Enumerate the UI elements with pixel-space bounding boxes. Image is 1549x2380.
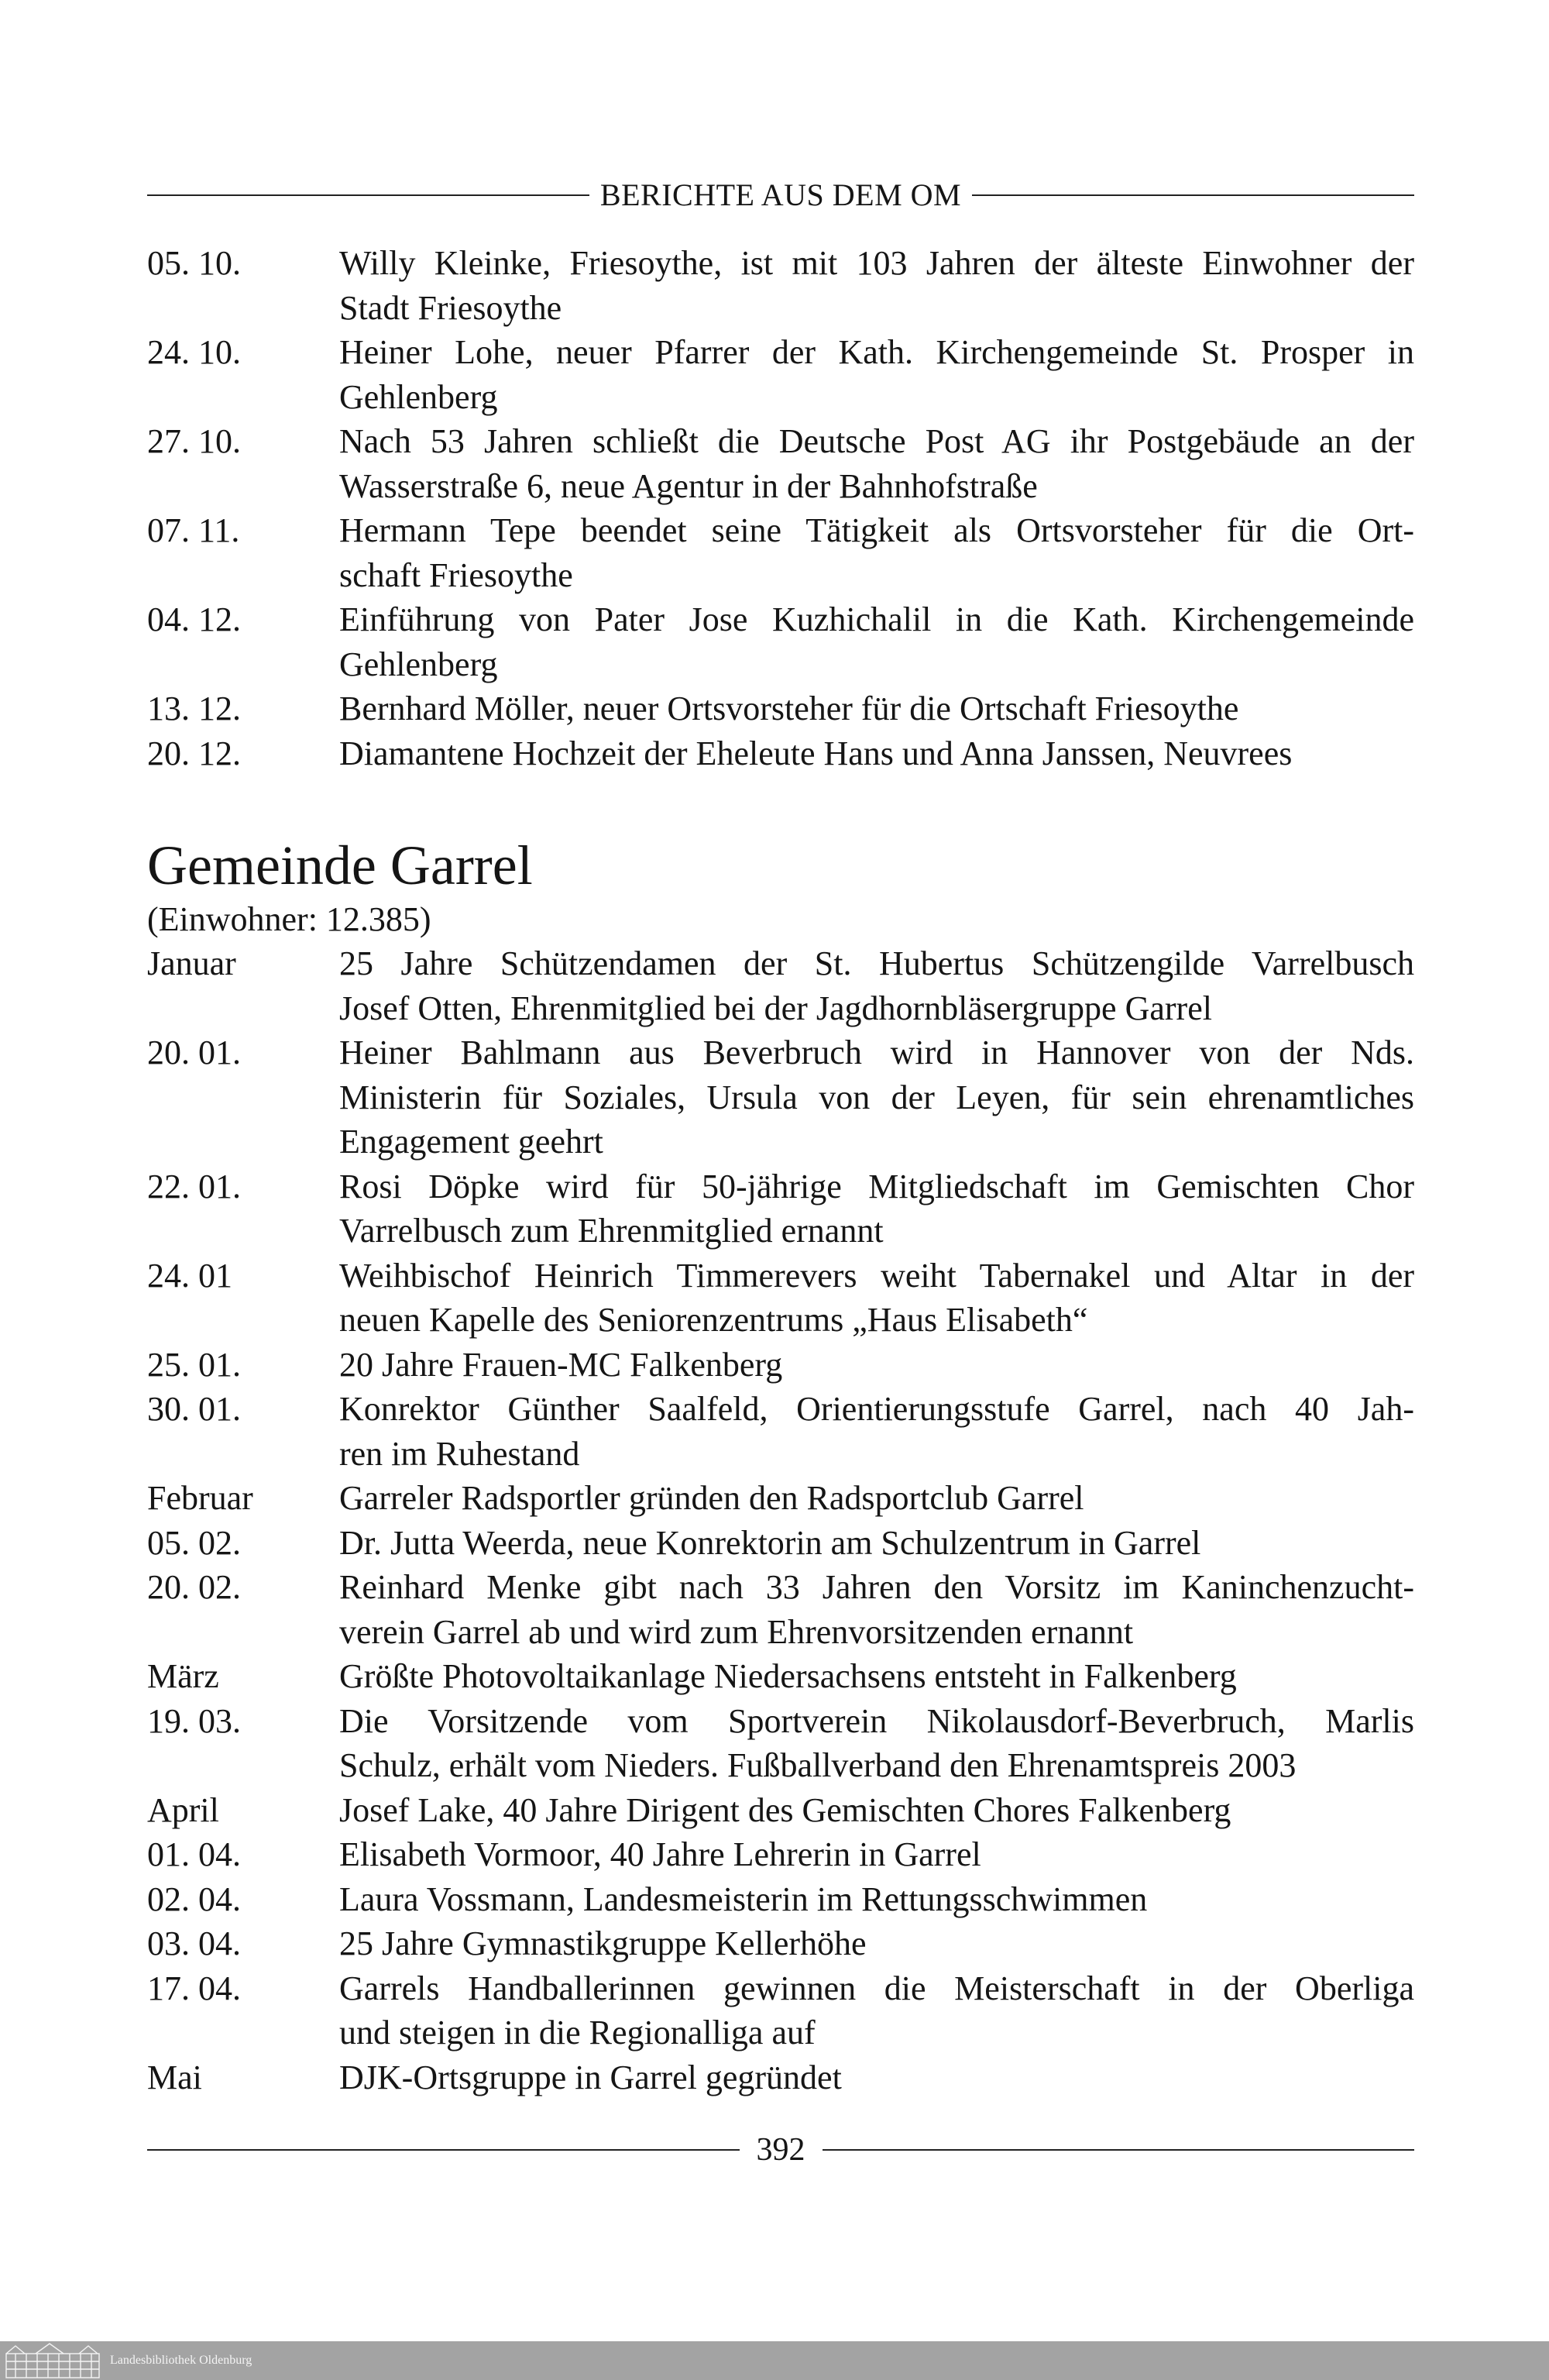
- entry-text-line: Rosi Döpke wird für 50-jährige Mitgliedschaft im Gemischten Chor: [339, 1167, 1414, 1205]
- chronicle-entry: [147, 1877, 1414, 1922]
- entry-text-line: Größte Photovoltaikanlage Niedersachsens entsteht in Falkenberg: [339, 1657, 1237, 1695]
- header-rule-right: [972, 194, 1414, 196]
- chronicle-entry: [147, 330, 1414, 419]
- entry-date: 24. 10.: [147, 333, 241, 371]
- entry-text-line: Engagement geehrt: [339, 1123, 603, 1161]
- chronicle-entry: [147, 1164, 1414, 1254]
- chronicle-entry: [147, 1030, 1414, 1164]
- entry-text-line: Nach 53 Jahren schließt die Deutsche Post AG ihr Postgebäude an der: [339, 422, 1414, 460]
- entry-text: [339, 1699, 1414, 1788]
- entry-text-line: neuen Kapelle des Seniorenzentrums „Haus Elisabeth“: [339, 1301, 1088, 1339]
- entry-date: 07. 11.: [147, 511, 240, 549]
- entry-text-line: Garreler Radsportler gründen den Radsportclub Garrel: [339, 1479, 1084, 1517]
- entry-text-line: Die Vorsitzende vom Sportverein Nikolausdorf-Beverbruch, Marlis: [339, 1701, 1414, 1740]
- entry-text: [339, 941, 1414, 1030]
- chronicle-entry: [147, 2055, 1414, 2100]
- entry-date: Mai: [147, 2058, 202, 2096]
- entry-text-line: ren im Ruhestand: [339, 1434, 580, 1473]
- chronicle-entry: [147, 1476, 1414, 1521]
- entry-text-line: Elisabeth Vormoor, 40 Jahre Lehrerin in Garrel: [339, 1835, 981, 1873]
- footer-rule-left: [147, 2149, 740, 2151]
- entry-text: [339, 1387, 1414, 1476]
- entry-date: Februar: [147, 1479, 253, 1517]
- chronicle-entry: [147, 1788, 1414, 1833]
- footer-rule-right: [823, 2149, 1415, 2151]
- section-title-garrel: Gemeinde Garrel: [147, 834, 533, 896]
- garrel-chronicle-list: [147, 941, 1414, 2100]
- entry-text: [339, 1921, 1414, 1966]
- entry-text: [339, 1254, 1414, 1343]
- entry-date: 20. 02.: [147, 1568, 241, 1606]
- entry-date: 03. 04.: [147, 1924, 241, 1962]
- entry-text: [339, 241, 1414, 330]
- entry-date: 05. 02.: [147, 1523, 241, 1562]
- entry-text: [339, 686, 1414, 731]
- library-building-icon: [5, 2343, 101, 2378]
- entry-text-line: Josef Otten, Ehrenmitglied bei der Jagdhornbläsergruppe Garrel: [339, 989, 1212, 1027]
- entry-text: [339, 330, 1414, 419]
- chronicle-entry: [147, 1654, 1414, 1699]
- entry-text: [339, 1521, 1414, 1566]
- page-number: 392: [756, 2132, 805, 2168]
- entry-text: [339, 1565, 1414, 1654]
- entry-date: 25. 01.: [147, 1345, 241, 1384]
- entry-date: 30. 01.: [147, 1390, 241, 1428]
- entry-date: 20. 12.: [147, 734, 241, 772]
- entry-date: April: [147, 1790, 219, 1829]
- entry-date: 27. 10.: [147, 422, 241, 460]
- entry-text: [339, 1476, 1414, 1521]
- library-watermark-bar: [0, 2341, 1549, 2380]
- entry-date: März: [147, 1657, 219, 1695]
- chronicle-entry: [147, 1521, 1414, 1566]
- entry-date: 01. 04.: [147, 1835, 241, 1873]
- chronicle-entry: [147, 1966, 1414, 2055]
- entry-text-line: Heiner Bahlmann aus Beverbruch wird in Hannover von der Nds.: [339, 1034, 1414, 1071]
- friesoythe-chronicle-list: [147, 241, 1414, 776]
- running-head: [147, 172, 1414, 218]
- entry-text-line: Josef Lake, 40 Jahre Dirigent des Gemischten Chores Falkenberg: [339, 1790, 1231, 1829]
- entry-text-line: DJK-Ortsgruppe in Garrel gegründet: [339, 2058, 842, 2096]
- entry-text: [339, 1343, 1414, 1388]
- entry-date: 05. 10.: [147, 244, 241, 282]
- entry-text-line: Stadt Friesoythe: [339, 288, 562, 327]
- entry-text-line: 25 Jahre Gymnastikgruppe Kellerhöhe: [339, 1924, 867, 1962]
- entry-date: 04. 12.: [147, 600, 241, 638]
- chronicle-entry: [147, 1921, 1414, 1966]
- entry-text: [339, 2055, 1414, 2100]
- entry-date: Januar: [147, 944, 236, 982]
- entry-text: [339, 1832, 1414, 1877]
- entry-date: 19. 03.: [147, 1701, 241, 1740]
- entry-text-line: Diamantene Hochzeit der Eheleute Hans und Anna Janssen, Neuvrees: [339, 734, 1293, 772]
- entry-text-line: Ministerin für Soziales, Ursula von der Leyen, für sein ehrenamtliches: [339, 1078, 1414, 1116]
- entry-text-line: Laura Vossmann, Landesmeisterin im Rettungsschwimmen: [339, 1880, 1148, 1918]
- entry-text: [339, 508, 1414, 597]
- entry-text-line: 25 Jahre Schützendamen der St. Hubertus Schützengilde Varrelbusch: [339, 944, 1414, 982]
- entry-text-line: Gehlenberg: [339, 645, 498, 683]
- entry-text-line: Hermann Tepe beendet seine Tätigkeit als Ortsvorsteher für die Ort-: [339, 511, 1414, 549]
- entry-date: 24. 01: [147, 1256, 232, 1295]
- library-name: Landesbibliothek Oldenburg: [110, 2354, 252, 2367]
- entry-date: 13. 12.: [147, 690, 241, 727]
- chronicle-entry: [147, 1387, 1414, 1476]
- page-footer: [147, 2127, 1414, 2173]
- entry-text: [339, 1654, 1414, 1699]
- entry-text-line: Wasserstraße 6, neue Agentur in der Bahnhofstraße: [339, 466, 1038, 505]
- entry-text: [339, 1030, 1414, 1164]
- entry-text-line: Konrektor Günther Saalfeld, Orientierungsstufe Garrel, nach 40 Jah-: [339, 1390, 1414, 1428]
- entry-date: 02. 04.: [147, 1880, 241, 1918]
- entry-text-line: Bernhard Möller, neuer Ortsvorsteher für die Ortschaft Friesoythe: [339, 690, 1239, 727]
- entry-text-line: Garrels Handballerinnen gewinnen die Meisterschaft in der Oberliga: [339, 1969, 1414, 2007]
- chronicle-entry: [147, 508, 1414, 597]
- chronicle-entry: [147, 1832, 1414, 1877]
- entry-text-line: Heiner Lohe, neuer Pfarrer der Kath. Kirchengemeinde St. Prosper in: [339, 333, 1414, 371]
- chronicle-entry: [147, 686, 1414, 731]
- entry-text-line: Weihbischof Heinrich Timmerevers weiht Tabernakel und Altar in der: [339, 1256, 1414, 1295]
- entry-text-line: Schulz, erhält vom Nieders. Fußballverband den Ehrenamtspreis 2003: [339, 1746, 1297, 1784]
- running-head-title: BERICHTE AUS DEM OM: [599, 177, 962, 212]
- chronicle-entry: [147, 419, 1414, 508]
- entry-text-line: Gehlenberg: [339, 377, 498, 416]
- population-count: (Einwohner: 12.385): [147, 900, 431, 938]
- chronicle-entry: [147, 941, 1414, 1030]
- entry-text: [339, 1877, 1414, 1922]
- entry-text-line: Reinhard Menke gibt nach 33 Jahren den Vorsitz im Kaninchenzucht-: [339, 1568, 1414, 1606]
- entry-text-line: Dr. Jutta Weerda, neue Konrektorin am Schulzentrum in Garrel: [339, 1523, 1201, 1562]
- entry-text: [339, 597, 1414, 686]
- entry-text: [339, 1966, 1414, 2055]
- chronicle-entry: [147, 1343, 1414, 1388]
- entry-text: [339, 1788, 1414, 1833]
- chronicle-entry: [147, 1699, 1414, 1788]
- entry-date: 20. 01.: [147, 1034, 241, 1071]
- chronicle-entry: [147, 731, 1414, 776]
- chronicle-entry: [147, 1565, 1414, 1654]
- entry-text-line: verein Garrel ab und wird zum Ehrenvorsitzenden ernannt: [339, 1612, 1134, 1651]
- entry-date: 17. 04.: [147, 1969, 241, 2007]
- chronicle-entry: [147, 241, 1414, 330]
- entry-text-line: schaft Friesoythe: [339, 555, 573, 594]
- entry-date: 22. 01.: [147, 1167, 241, 1205]
- entry-text: [339, 1164, 1414, 1254]
- entry-text-line: und steigen in die Regionalliga auf: [339, 2014, 816, 2052]
- entry-text-line: Varrelbusch zum Ehrenmitglied ernannt: [339, 1212, 884, 1250]
- header-rule-left: [147, 194, 589, 196]
- entry-text: [339, 419, 1414, 508]
- chronicle-entry: [147, 1254, 1414, 1343]
- entry-text-line: 20 Jahre Frauen-MC Falkenberg: [339, 1345, 783, 1384]
- entry-text: [339, 731, 1414, 776]
- entry-text-line: Willy Kleinke, Friesoythe, ist mit 103 Jahren der älteste Einwohner der: [339, 244, 1414, 282]
- chronicle-entry: [147, 597, 1414, 686]
- entry-text-line: Einführung von Pater Jose Kuzhichalil in die Kath. Kirchengemeinde: [339, 600, 1414, 638]
